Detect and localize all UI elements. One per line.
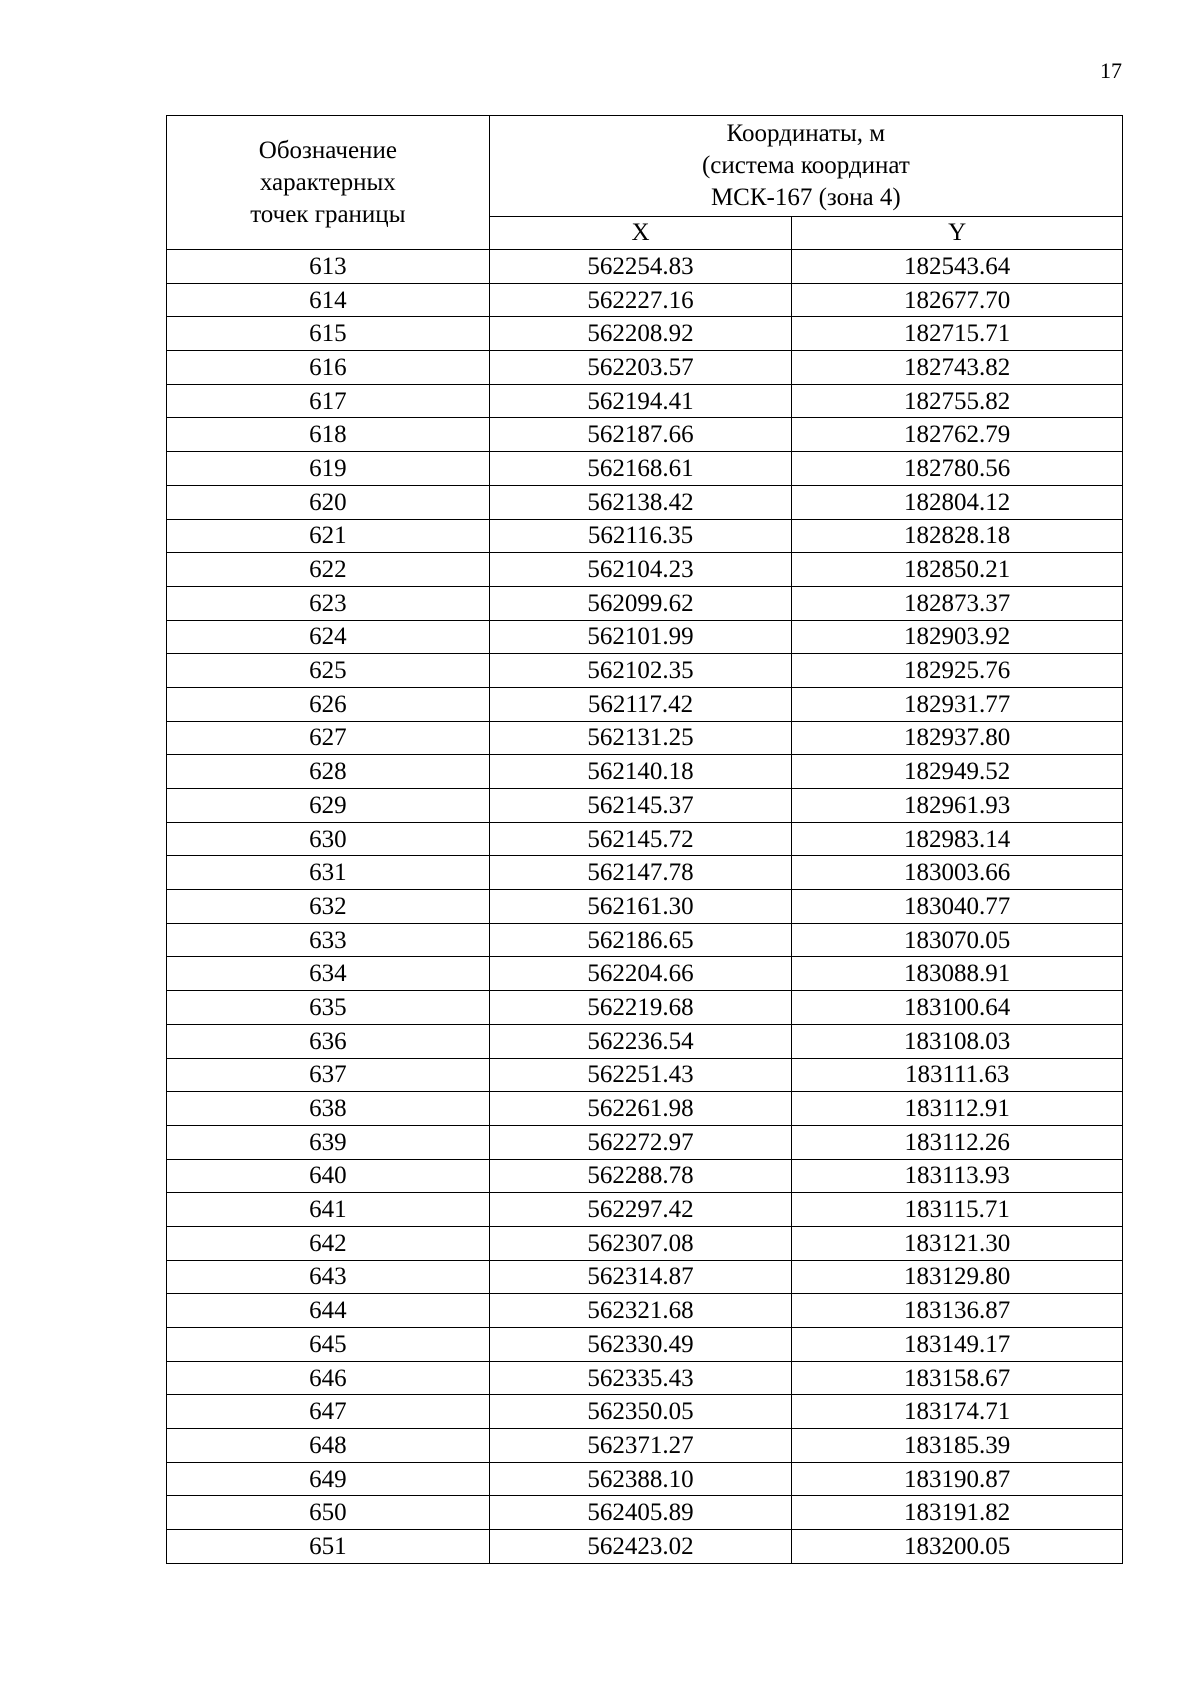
y-coordinate-cell: 182828.18 [792, 519, 1123, 553]
y-coordinate-cell: 182931.77 [792, 687, 1123, 721]
point-id-cell: 633 [167, 923, 490, 957]
point-id-cell: 638 [167, 1092, 490, 1126]
x-coordinate-cell: 562251.43 [489, 1058, 792, 1092]
table-row [167, 1193, 1123, 1227]
x-coordinate-cell: 562186.65 [489, 923, 792, 957]
point-id-cell: 649 [167, 1462, 490, 1496]
point-id-cell: 639 [167, 1125, 490, 1159]
point-id-cell: 643 [167, 1260, 490, 1294]
point-id-cell: 614 [167, 283, 490, 317]
page-number: 17 [1100, 58, 1122, 83]
y-coordinate-cell: 182983.14 [792, 822, 1123, 856]
table-row [167, 317, 1123, 351]
point-id-cell: 651 [167, 1530, 490, 1564]
x-coordinate-cell: 562131.25 [489, 721, 792, 755]
table-row [167, 553, 1123, 587]
point-id-cell: 623 [167, 586, 490, 620]
table-row [167, 620, 1123, 654]
point-id-cell: 627 [167, 721, 490, 755]
table-row [167, 351, 1123, 385]
table-row [167, 1462, 1123, 1496]
x-coordinate-cell: 562187.66 [489, 418, 792, 452]
y-coordinate-cell: 182850.21 [792, 553, 1123, 587]
table-row [167, 1092, 1123, 1126]
table-row [167, 384, 1123, 418]
point-id-cell: 619 [167, 452, 490, 486]
x-coordinate-cell: 562236.54 [489, 1024, 792, 1058]
point-id-cell: 629 [167, 789, 490, 823]
x-coordinate-cell: 562104.23 [489, 553, 792, 587]
table-row [167, 1260, 1123, 1294]
point-id-cell: 632 [167, 890, 490, 924]
y-coordinate-cell: 183040.77 [792, 890, 1123, 924]
x-coordinate-cell: 562405.89 [489, 1496, 792, 1530]
y-coordinate-cell: 182873.37 [792, 586, 1123, 620]
x-coordinate-cell: 562297.42 [489, 1193, 792, 1227]
point-id-cell: 637 [167, 1058, 490, 1092]
table-row [167, 1125, 1123, 1159]
x-coordinate-cell: 562388.10 [489, 1462, 792, 1496]
point-id-cell: 634 [167, 957, 490, 991]
table-header [167, 116, 1123, 250]
y-coordinate-cell: 183115.71 [792, 1193, 1123, 1227]
header-coordinates-line-1: Координаты, м [726, 119, 886, 147]
header-y: Y [792, 216, 1123, 249]
table-row [167, 789, 1123, 823]
y-coordinate-cell: 183112.26 [792, 1125, 1123, 1159]
x-coordinate-cell: 562145.37 [489, 789, 792, 823]
header-point-label-line-1: Обозначение [258, 136, 397, 164]
point-id-cell: 650 [167, 1496, 490, 1530]
point-id-cell: 630 [167, 822, 490, 856]
y-coordinate-cell: 183136.87 [792, 1294, 1123, 1328]
table-row [167, 283, 1123, 317]
y-coordinate-cell: 182804.12 [792, 485, 1123, 519]
table-row [167, 1496, 1123, 1530]
point-id-cell: 616 [167, 351, 490, 385]
point-id-cell: 635 [167, 991, 490, 1025]
x-coordinate-cell: 562307.08 [489, 1226, 792, 1260]
point-id-cell: 620 [167, 485, 490, 519]
x-coordinate-cell: 562227.16 [489, 283, 792, 317]
y-coordinate-cell: 182961.93 [792, 789, 1123, 823]
point-id-cell: 642 [167, 1226, 490, 1260]
point-id-cell: 641 [167, 1193, 490, 1227]
table-row [167, 1058, 1123, 1092]
table-body [167, 250, 1123, 1564]
table-row [167, 485, 1123, 519]
point-id-cell: 624 [167, 620, 490, 654]
y-coordinate-cell: 182903.92 [792, 620, 1123, 654]
x-coordinate-cell: 562116.35 [489, 519, 792, 553]
x-coordinate-cell: 562261.98 [489, 1092, 792, 1126]
y-coordinate-cell: 182762.79 [792, 418, 1123, 452]
table-row [167, 1159, 1123, 1193]
y-coordinate-cell: 183149.17 [792, 1328, 1123, 1362]
point-id-cell: 617 [167, 384, 490, 418]
table-row [167, 687, 1123, 721]
x-coordinate-cell: 562204.66 [489, 957, 792, 991]
x-coordinate-cell: 562335.43 [489, 1361, 792, 1395]
table-row [167, 654, 1123, 688]
table-row [167, 923, 1123, 957]
coordinates-table [166, 115, 1123, 1564]
y-coordinate-cell: 183003.66 [792, 856, 1123, 890]
table-row [167, 1328, 1123, 1362]
y-coordinate-cell: 182925.76 [792, 654, 1123, 688]
point-id-cell: 618 [167, 418, 490, 452]
point-id-cell: 628 [167, 755, 490, 789]
x-coordinate-cell: 562101.99 [489, 620, 792, 654]
point-id-cell: 647 [167, 1395, 490, 1429]
x-coordinate-cell: 562330.49 [489, 1328, 792, 1362]
y-coordinate-cell: 183158.67 [792, 1361, 1123, 1395]
point-id-cell: 626 [167, 687, 490, 721]
x-coordinate-cell: 562371.27 [489, 1429, 792, 1463]
table-row [167, 250, 1123, 284]
x-coordinate-cell: 562423.02 [489, 1530, 792, 1564]
header-point-label-line-3: точек границы [250, 200, 406, 228]
x-coordinate-cell: 562288.78 [489, 1159, 792, 1193]
table-row [167, 957, 1123, 991]
table-row [167, 1361, 1123, 1395]
x-coordinate-cell: 562099.62 [489, 586, 792, 620]
point-id-cell: 615 [167, 317, 490, 351]
y-coordinate-cell: 183113.93 [792, 1159, 1123, 1193]
y-coordinate-cell: 182949.52 [792, 755, 1123, 789]
y-coordinate-cell: 182715.71 [792, 317, 1123, 351]
x-coordinate-cell: 562254.83 [489, 250, 792, 284]
table-row [167, 755, 1123, 789]
y-coordinate-cell: 183129.80 [792, 1260, 1123, 1294]
table-row [167, 1024, 1123, 1058]
table-row [167, 519, 1123, 553]
table-row [167, 890, 1123, 924]
x-coordinate-cell: 562219.68 [489, 991, 792, 1025]
table-row [167, 856, 1123, 890]
point-id-cell: 631 [167, 856, 490, 890]
y-coordinate-cell: 183070.05 [792, 923, 1123, 957]
y-coordinate-cell: 183174.71 [792, 1395, 1123, 1429]
point-id-cell: 636 [167, 1024, 490, 1058]
x-coordinate-cell: 562168.61 [489, 452, 792, 486]
y-coordinate-cell: 183108.03 [792, 1024, 1123, 1058]
x-coordinate-cell: 562350.05 [489, 1395, 792, 1429]
x-coordinate-cell: 562161.30 [489, 890, 792, 924]
x-coordinate-cell: 562272.97 [489, 1125, 792, 1159]
y-coordinate-cell: 182743.82 [792, 351, 1123, 385]
y-coordinate-cell: 182543.64 [792, 250, 1123, 284]
header-coordinates-line-3: МСК-167 (зона 4) [710, 183, 901, 211]
point-id-cell: 644 [167, 1294, 490, 1328]
table-row [167, 1530, 1123, 1564]
x-coordinate-cell: 562147.78 [489, 856, 792, 890]
point-id-cell: 622 [167, 553, 490, 587]
x-coordinate-cell: 562208.92 [489, 317, 792, 351]
table-row [167, 1429, 1123, 1463]
table-row [167, 991, 1123, 1025]
table-row [167, 1226, 1123, 1260]
y-coordinate-cell: 183111.63 [792, 1058, 1123, 1092]
x-coordinate-cell: 562102.35 [489, 654, 792, 688]
table-row [167, 418, 1123, 452]
point-id-cell: 625 [167, 654, 490, 688]
y-coordinate-cell: 182937.80 [792, 721, 1123, 755]
y-coordinate-cell: 182677.70 [792, 283, 1123, 317]
x-coordinate-cell: 562117.42 [489, 687, 792, 721]
point-id-cell: 646 [167, 1361, 490, 1395]
table-row [167, 452, 1123, 486]
table-row [167, 721, 1123, 755]
header-point-label-line-2: характерных [259, 168, 396, 196]
x-coordinate-cell: 562138.42 [489, 485, 792, 519]
point-id-cell: 621 [167, 519, 490, 553]
y-coordinate-cell: 183185.39 [792, 1429, 1123, 1463]
y-coordinate-cell: 183112.91 [792, 1092, 1123, 1126]
x-coordinate-cell: 562140.18 [489, 755, 792, 789]
y-coordinate-cell: 182755.82 [792, 384, 1123, 418]
point-id-cell: 613 [167, 250, 490, 284]
x-coordinate-cell: 562203.57 [489, 351, 792, 385]
point-id-cell: 640 [167, 1159, 490, 1193]
y-coordinate-cell: 183100.64 [792, 991, 1123, 1025]
x-coordinate-cell: 562145.72 [489, 822, 792, 856]
y-coordinate-cell: 183088.91 [792, 957, 1123, 991]
x-coordinate-cell: 562321.68 [489, 1294, 792, 1328]
y-coordinate-cell: 183200.05 [792, 1530, 1123, 1564]
table-row [167, 1395, 1123, 1429]
point-id-cell: 645 [167, 1328, 490, 1362]
table-row [167, 586, 1123, 620]
point-id-cell: 648 [167, 1429, 490, 1463]
y-coordinate-cell: 183121.30 [792, 1226, 1123, 1260]
y-coordinate-cell: 183191.82 [792, 1496, 1123, 1530]
x-coordinate-cell: 562194.41 [489, 384, 792, 418]
header-point-label [167, 116, 490, 250]
y-coordinate-cell: 182780.56 [792, 452, 1123, 486]
x-coordinate-cell: 562314.87 [489, 1260, 792, 1294]
table-row [167, 1294, 1123, 1328]
table-row [167, 822, 1123, 856]
y-coordinate-cell: 183190.87 [792, 1462, 1123, 1496]
header-coordinates [489, 116, 1122, 217]
header-coordinates-line-2: (система координат [701, 151, 910, 179]
header-x: X [489, 216, 792, 249]
